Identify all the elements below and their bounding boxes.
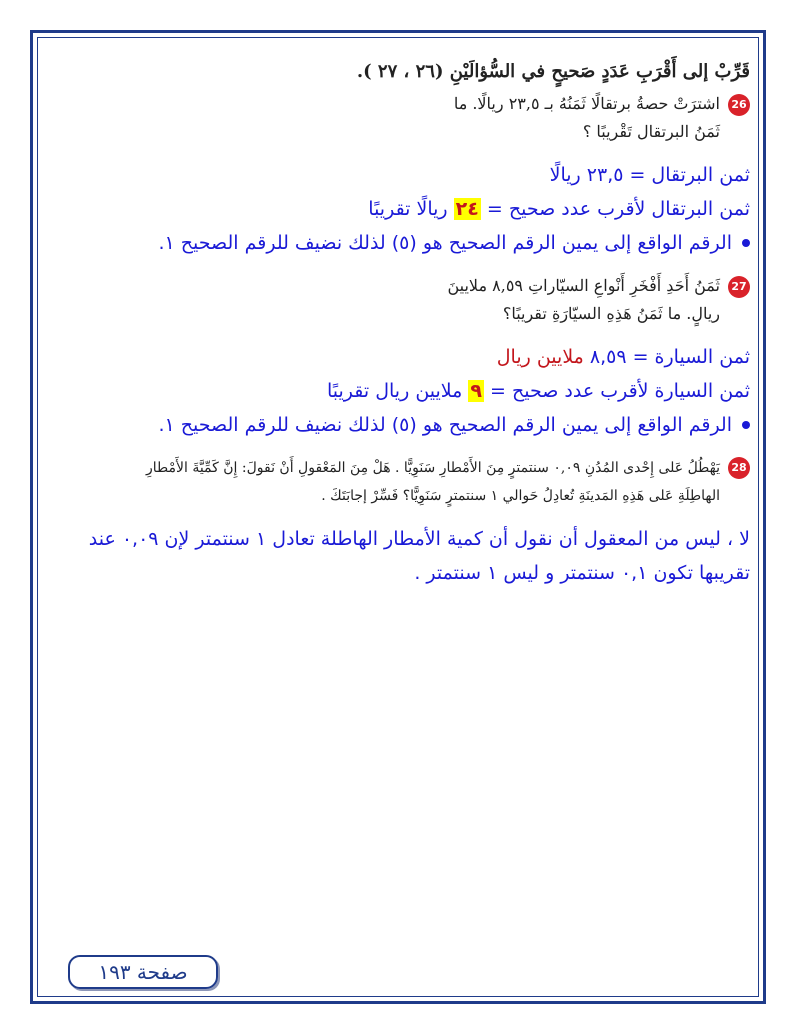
instruction-heading: قَرِّبْ إلى أَقْرَبِ عَدَدٍ صَحيحٍ في السُّؤالَيْنِ (٢٦ ، ٢٧ ). [356, 61, 750, 82]
question-26-line2: ثَمَنُ البرتقال تَقْريبًا ؟ [582, 122, 720, 141]
answer-27-value: ثمن السيارة = ٨,٥٩ ملايين ريال [496, 346, 750, 368]
answer-27-highlight: ٩ [470, 380, 482, 402]
page-number-badge: صفحة ١٩٣ [68, 955, 218, 989]
question-27-line1: 27ثَمَنُ أَحَدِ أَفْخَرِ أَنْواعِ السيّاراتِ ٨,٥٩ ملايينَ [50, 272, 750, 300]
answer-26-highlight: ٢٤ [455, 198, 479, 220]
answer-27-explanation: الرقم الواقع إلى يمين الرقم الصحيح هو (٥) لذلك نضيف للرقم الصحيح ١. [50, 408, 750, 442]
question-26-line1: 26اشترَتْ حصةُ برتقالًا ثَمَنُهُ بـ ٢٣,٥ ريالًا. ما [50, 90, 750, 118]
question-28-line2: الهاطِلَةِ عَلى هَذِهِ المَدينَةِ تُعادِلُ حَوالي ١ سنتمترٍ سَنَوِيًّا؟ فَسِّرْ إجابَتَكَ . [321, 488, 720, 504]
answer-28: لا ، ليس من المعقول أن نقول أن كمية الأمطار الهاطلة تعادل ١ سنتمتر لإن ٠,٠٩ عند تقريبها تكون ٠,١ سنتمتر و ليس ١ سنتمتر . [88, 528, 750, 584]
answer-27-rounded: ثمن السيارة لأقرب عدد صحيح = ٩ ملايين ريال تقريبًا [326, 380, 750, 402]
bullet-dot-icon [742, 421, 750, 429]
answer-26-rounded: ثمن البرتقال لأقرب عدد صحيح = ٢٤ ريالًا تقريبًا [368, 198, 750, 220]
question-27-line2: ريالٍ. ما ثَمَنُ هَذِهِ السيّارَةِ تقريبًا؟ [502, 304, 720, 323]
answer-26-value: ثمن البرتقال = ٢٣,٥ ريالًا [549, 164, 750, 186]
worksheet-content [50, 58, 750, 590]
bullet-dot-icon [742, 239, 750, 247]
question-28-line1: 28يَهْطُلُ عَلى إِحْدى المُدُنِ ٠,٠٩ سنتمترٍ مِنَ الأَمْطارِ سَنَوِيًّا . هَلْ مِنَ المَعْقولِ أَنْ نَقولَ: إِنَّ كَمِّيَّةَ الأَمْطارِ [50, 454, 750, 482]
answer-26-explanation: الرقم الواقع إلى يمين الرقم الصحيح هو (٥) لذلك نضيف للرقم الصحيح ١. [50, 226, 750, 260]
question-26-number-badge: 26 [728, 94, 750, 116]
answer-27-unit: ملايين ريال [496, 346, 584, 368]
question-28-number-badge: 28 [728, 457, 750, 479]
question-27-number-badge: 27 [728, 276, 750, 298]
